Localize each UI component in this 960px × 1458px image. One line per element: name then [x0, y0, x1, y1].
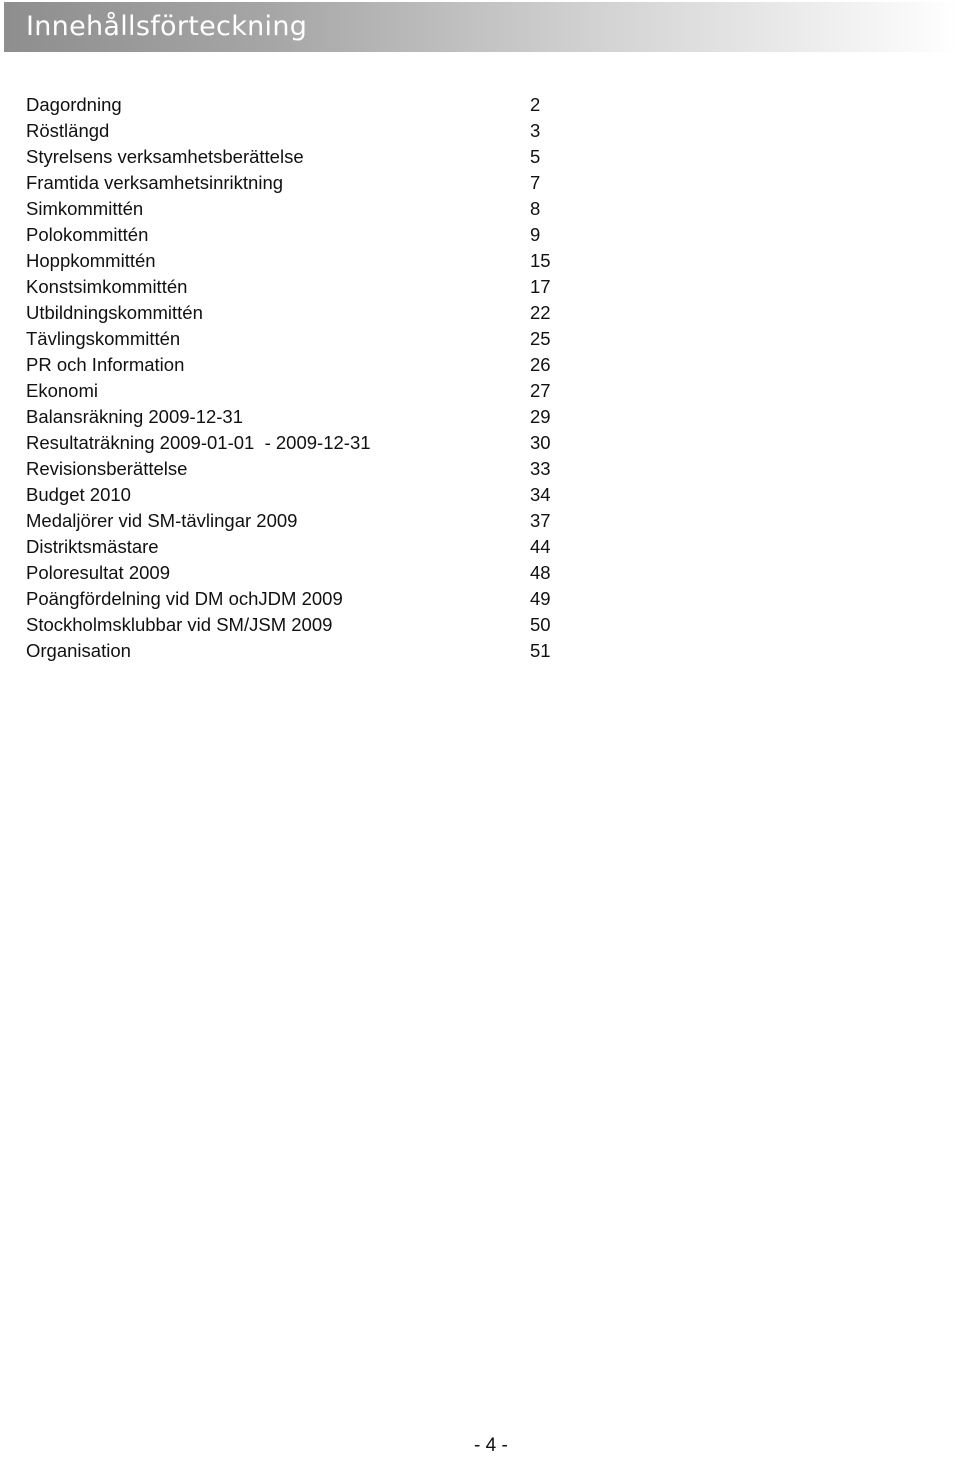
toc-entry	[26, 352, 586, 378]
toc-entry-page: 17	[530, 276, 551, 297]
toc-entry-label: Poängfördelning vid DM ochJDM 2009	[26, 588, 343, 609]
header-banner	[4, 2, 960, 52]
toc-entry-page: 33	[530, 458, 551, 479]
toc-entry-page: 7	[530, 172, 541, 193]
toc-entry-label: PR och Information	[26, 354, 185, 375]
page-title: Innehållsförteckning	[26, 11, 308, 42]
toc-entry-page: 50	[530, 614, 551, 635]
toc-entry	[26, 456, 586, 482]
toc-entry	[26, 586, 586, 612]
toc-entry-page: 44	[530, 536, 551, 557]
toc-entry-label: Styrelsens verksamhetsberättelse	[26, 146, 304, 167]
toc-entry-label: Revisionsberättelse	[26, 458, 188, 479]
toc-entry	[26, 222, 586, 248]
toc-entry-page: 26	[530, 354, 551, 375]
toc-entry-page: 3	[530, 120, 541, 141]
toc-entry-page: 2	[530, 94, 541, 115]
toc-entry	[26, 378, 586, 404]
toc-entry	[26, 144, 586, 170]
table-of-contents	[26, 92, 586, 664]
toc-entry-page: 27	[530, 380, 551, 401]
toc-entry-label: Balansräkning 2009-12-31	[26, 406, 244, 427]
toc-entry-label: Utbildningskommittén	[26, 302, 203, 323]
toc-entry	[26, 300, 586, 326]
toc-entry-page: 29	[530, 406, 551, 427]
toc-entry	[26, 482, 586, 508]
toc-entry	[26, 274, 586, 300]
toc-entry-label: Budget 2010	[26, 484, 131, 505]
toc-entry-label: Stockholmsklubbar vid SM/JSM 2009	[26, 614, 333, 635]
toc-entry	[26, 118, 586, 144]
toc-entry-label: Distriktsmästare	[26, 536, 159, 557]
toc-entry-page: 5	[530, 146, 541, 167]
toc-entry	[26, 92, 586, 118]
toc-entry-label: Medaljörer vid SM-tävlingar 2009	[26, 510, 298, 531]
toc-entry	[26, 404, 586, 430]
toc-entry-page: 37	[530, 510, 551, 531]
toc-entry-label: Röstlängd	[26, 120, 110, 141]
toc-entry-label: Simkommittén	[26, 198, 144, 219]
footer-page-number: - 4 -	[474, 1435, 508, 1456]
toc-entry-page: 51	[530, 640, 551, 661]
toc-entry-page: 25	[530, 328, 551, 349]
toc-entry-page: 15	[530, 250, 551, 271]
toc-entry	[26, 534, 586, 560]
toc-entry-label: Dagordning	[26, 94, 122, 115]
toc-entry-label: Hoppkommittén	[26, 250, 156, 271]
toc-entry	[26, 248, 586, 274]
toc-entry-label: Tävlingskommittén	[26, 328, 181, 349]
toc-entry-label: Polokommittén	[26, 224, 149, 245]
toc-entry	[26, 170, 586, 196]
toc-entry-label: Konstsimkommittén	[26, 276, 188, 297]
toc-entry-page: 48	[530, 562, 551, 583]
toc-entry	[26, 430, 586, 456]
toc-entry-page: 30	[530, 432, 551, 453]
toc-entry	[26, 612, 586, 638]
toc-entry	[26, 508, 586, 534]
toc-entry-label: Ekonomi	[26, 380, 98, 401]
toc-entry-label: Framtida verksamhetsinriktning	[26, 172, 284, 193]
toc-entry-label: Poloresultat 2009	[26, 562, 170, 583]
toc-entry-page: 22	[530, 302, 551, 323]
toc-entry-page: 8	[530, 198, 541, 219]
toc-entry-label: Organisation	[26, 640, 131, 661]
toc-entry-page: 34	[530, 484, 551, 505]
toc-entry-page: 49	[530, 588, 551, 609]
toc-entry	[26, 196, 586, 222]
toc-entry-page: 9	[530, 224, 541, 245]
toc-entry	[26, 326, 586, 352]
toc-entry-label: Resultaträkning 2009-01-01 - 2009-12-31	[26, 432, 371, 453]
toc-entry	[26, 638, 586, 664]
toc-entry	[26, 560, 586, 586]
